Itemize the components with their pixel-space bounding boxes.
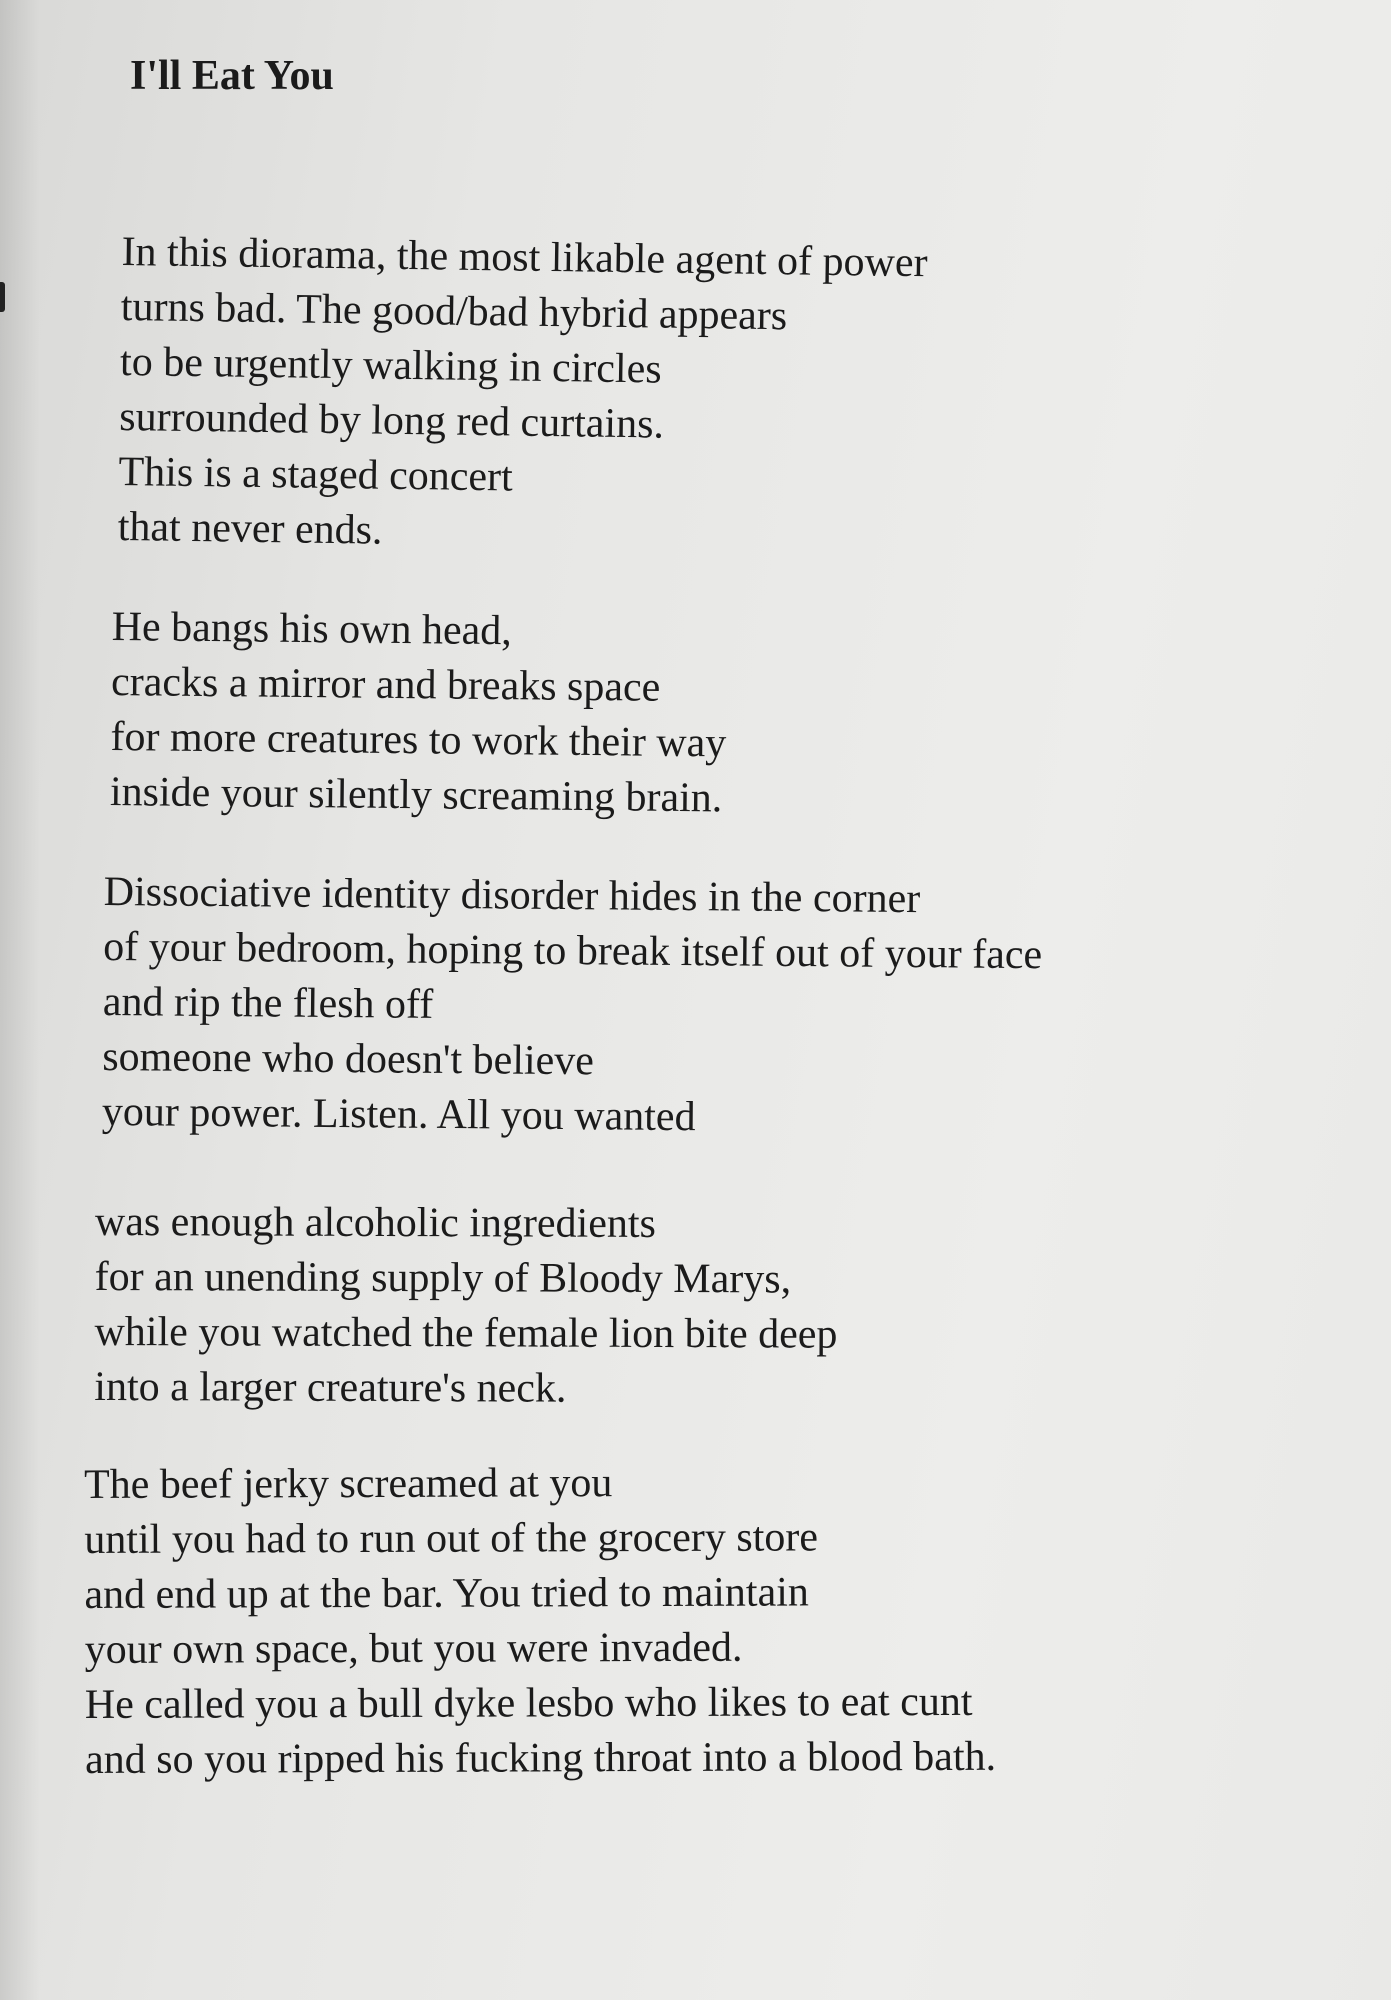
poem-line: was enough alcoholic ingredients bbox=[94, 1199, 656, 1247]
poem-line: that never ends. bbox=[117, 503, 383, 554]
poem-line: and rip the flesh off bbox=[102, 978, 434, 1028]
page-gutter-shadow bbox=[0, 0, 40, 2000]
poem-line: for an unending supply of Bloody Marys, bbox=[94, 1253, 792, 1303]
poem-line: someone who doesn't believe bbox=[102, 1033, 595, 1085]
poem-line: into a larger creature's neck. bbox=[94, 1363, 567, 1412]
poem-line: surrounded by long red curtains. bbox=[118, 393, 665, 448]
poem-line: In this diorama, the most likable agent of power bbox=[121, 228, 928, 287]
poem-line: The beef jerky screamed at you bbox=[84, 1460, 613, 1508]
poem-line: turns bad. The good/bad hybrid appears bbox=[120, 283, 788, 340]
poem-line: to be urgently walking in circles bbox=[119, 338, 662, 393]
poem-title: I'll Eat You bbox=[130, 53, 334, 99]
poem-line: for more creatures to work their way bbox=[110, 713, 727, 767]
poem-line: and so you ripped his fucking throat into a blood bath. bbox=[84, 1733, 997, 1783]
poem-line: of your bedroom, hoping to break itself out of your face bbox=[103, 923, 1043, 979]
stanza-5 bbox=[84, 1455, 996, 1788]
poem-line: while you watched the female lion bite deep bbox=[94, 1308, 838, 1358]
poem-line: He called you a bull dyke lesbo who likes to eat cunt bbox=[84, 1678, 973, 1728]
poem-line: until you had to run out of the grocery store bbox=[84, 1514, 819, 1563]
poem-line: and end up at the bar. You tried to maintain bbox=[84, 1569, 809, 1618]
stanza-2 bbox=[110, 600, 728, 826]
stanza-3 bbox=[102, 865, 1043, 1148]
poem-line: your power. Listen. All you wanted bbox=[101, 1088, 696, 1141]
poem-line: He bangs his own head, bbox=[111, 603, 513, 655]
poem-line: This is a staged concert bbox=[118, 448, 514, 501]
stanza-1 bbox=[117, 225, 927, 566]
page-edge-mark bbox=[0, 282, 5, 312]
poem-line: your own space, but you were invaded. bbox=[84, 1624, 743, 1673]
poem-line: cracks a mirror and breaks space bbox=[110, 658, 661, 711]
stanza-4 bbox=[94, 1195, 838, 1418]
poem-line: Dissociative identity disorder hides in the corner bbox=[103, 868, 921, 923]
poem-line: inside your silently screaming brain. bbox=[109, 768, 723, 822]
